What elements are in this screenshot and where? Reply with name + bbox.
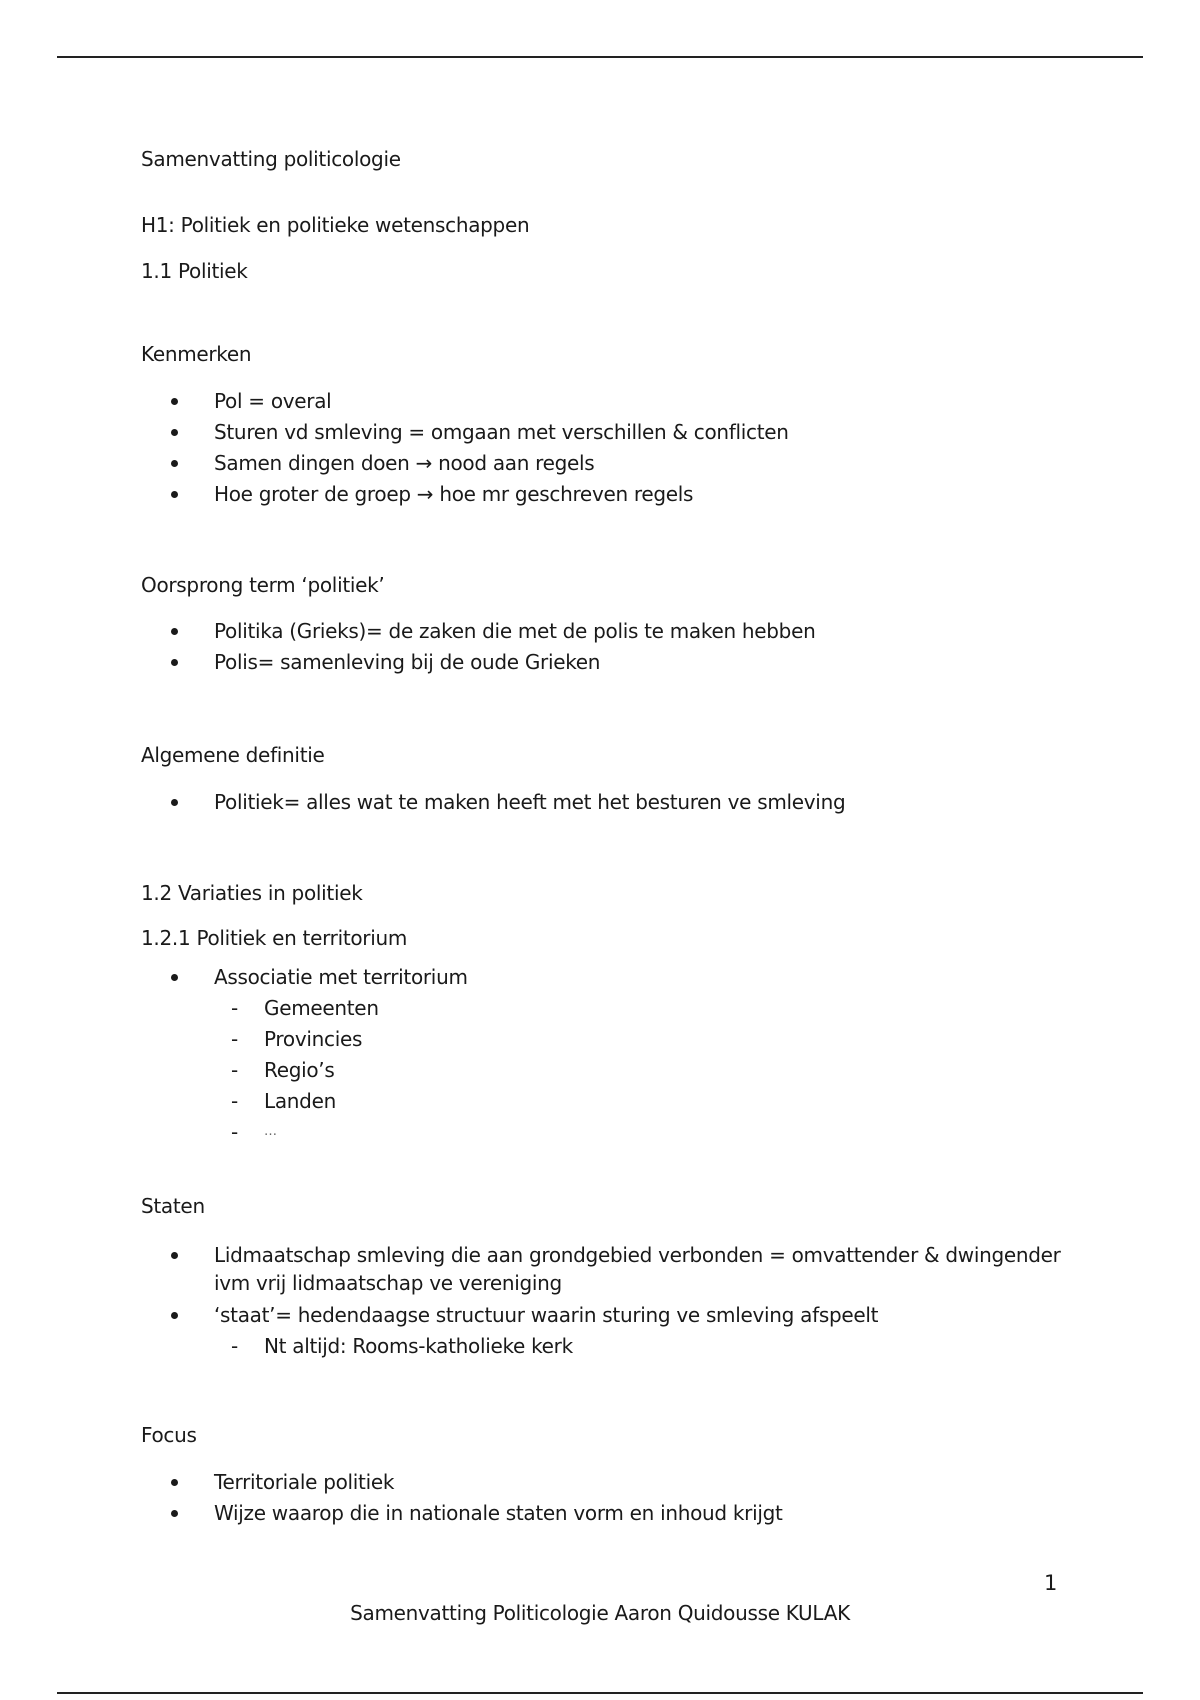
oorsprong-heading: Oorsprong term ‘politiek’ [141,573,385,597]
bullet-icon [171,1252,178,1259]
definitie-heading: Algemene definitie [141,743,325,767]
focus-heading: Focus [141,1423,197,1447]
document-title: Samenvatting politicologie [141,147,401,171]
bullet-icon [171,628,178,635]
dash-icon: - [231,1027,238,1051]
bullet-icon [171,1312,178,1319]
bullet-icon [171,1479,178,1486]
dash-icon: - [231,1334,238,1358]
list-item: Lidmaatschap smleving die aan grondgebied verbonden = omvattender & dwingender ivm vrij lidmaatschap ve vereniging [181,1241,1081,1297]
bullet-icon [171,460,178,467]
bullet-icon [171,429,178,436]
bullet-icon [171,491,178,498]
staten-heading: Staten [141,1194,205,1218]
bullet-icon [171,974,178,981]
bullet-icon [171,799,178,806]
section-heading-1-2-1: 1.2.1 Politiek en territorium [141,926,408,950]
chapter-heading: H1: Politiek en politieke wetenschappen [141,213,530,237]
page-footer: Samenvatting Politicologie Aaron Quidousse KULAK [350,1601,850,1625]
page-number: 1 [1044,1571,1058,1595]
bullet-icon [171,398,178,405]
footer-rule [57,1692,1143,1694]
dash-icon: - [231,1120,238,1144]
dash-icon: - [231,996,238,1020]
dash-icon: - [231,1058,238,1082]
header-rule [57,56,1143,58]
dash-icon: - [231,1089,238,1113]
section-heading-1-2: 1.2 Variaties in politiek [141,881,363,905]
bullet-icon [171,659,178,666]
kenmerken-heading: Kenmerken [141,342,252,366]
bullet-icon [171,1510,178,1517]
section-heading-1-1: 1.1 Politiek [141,259,248,283]
